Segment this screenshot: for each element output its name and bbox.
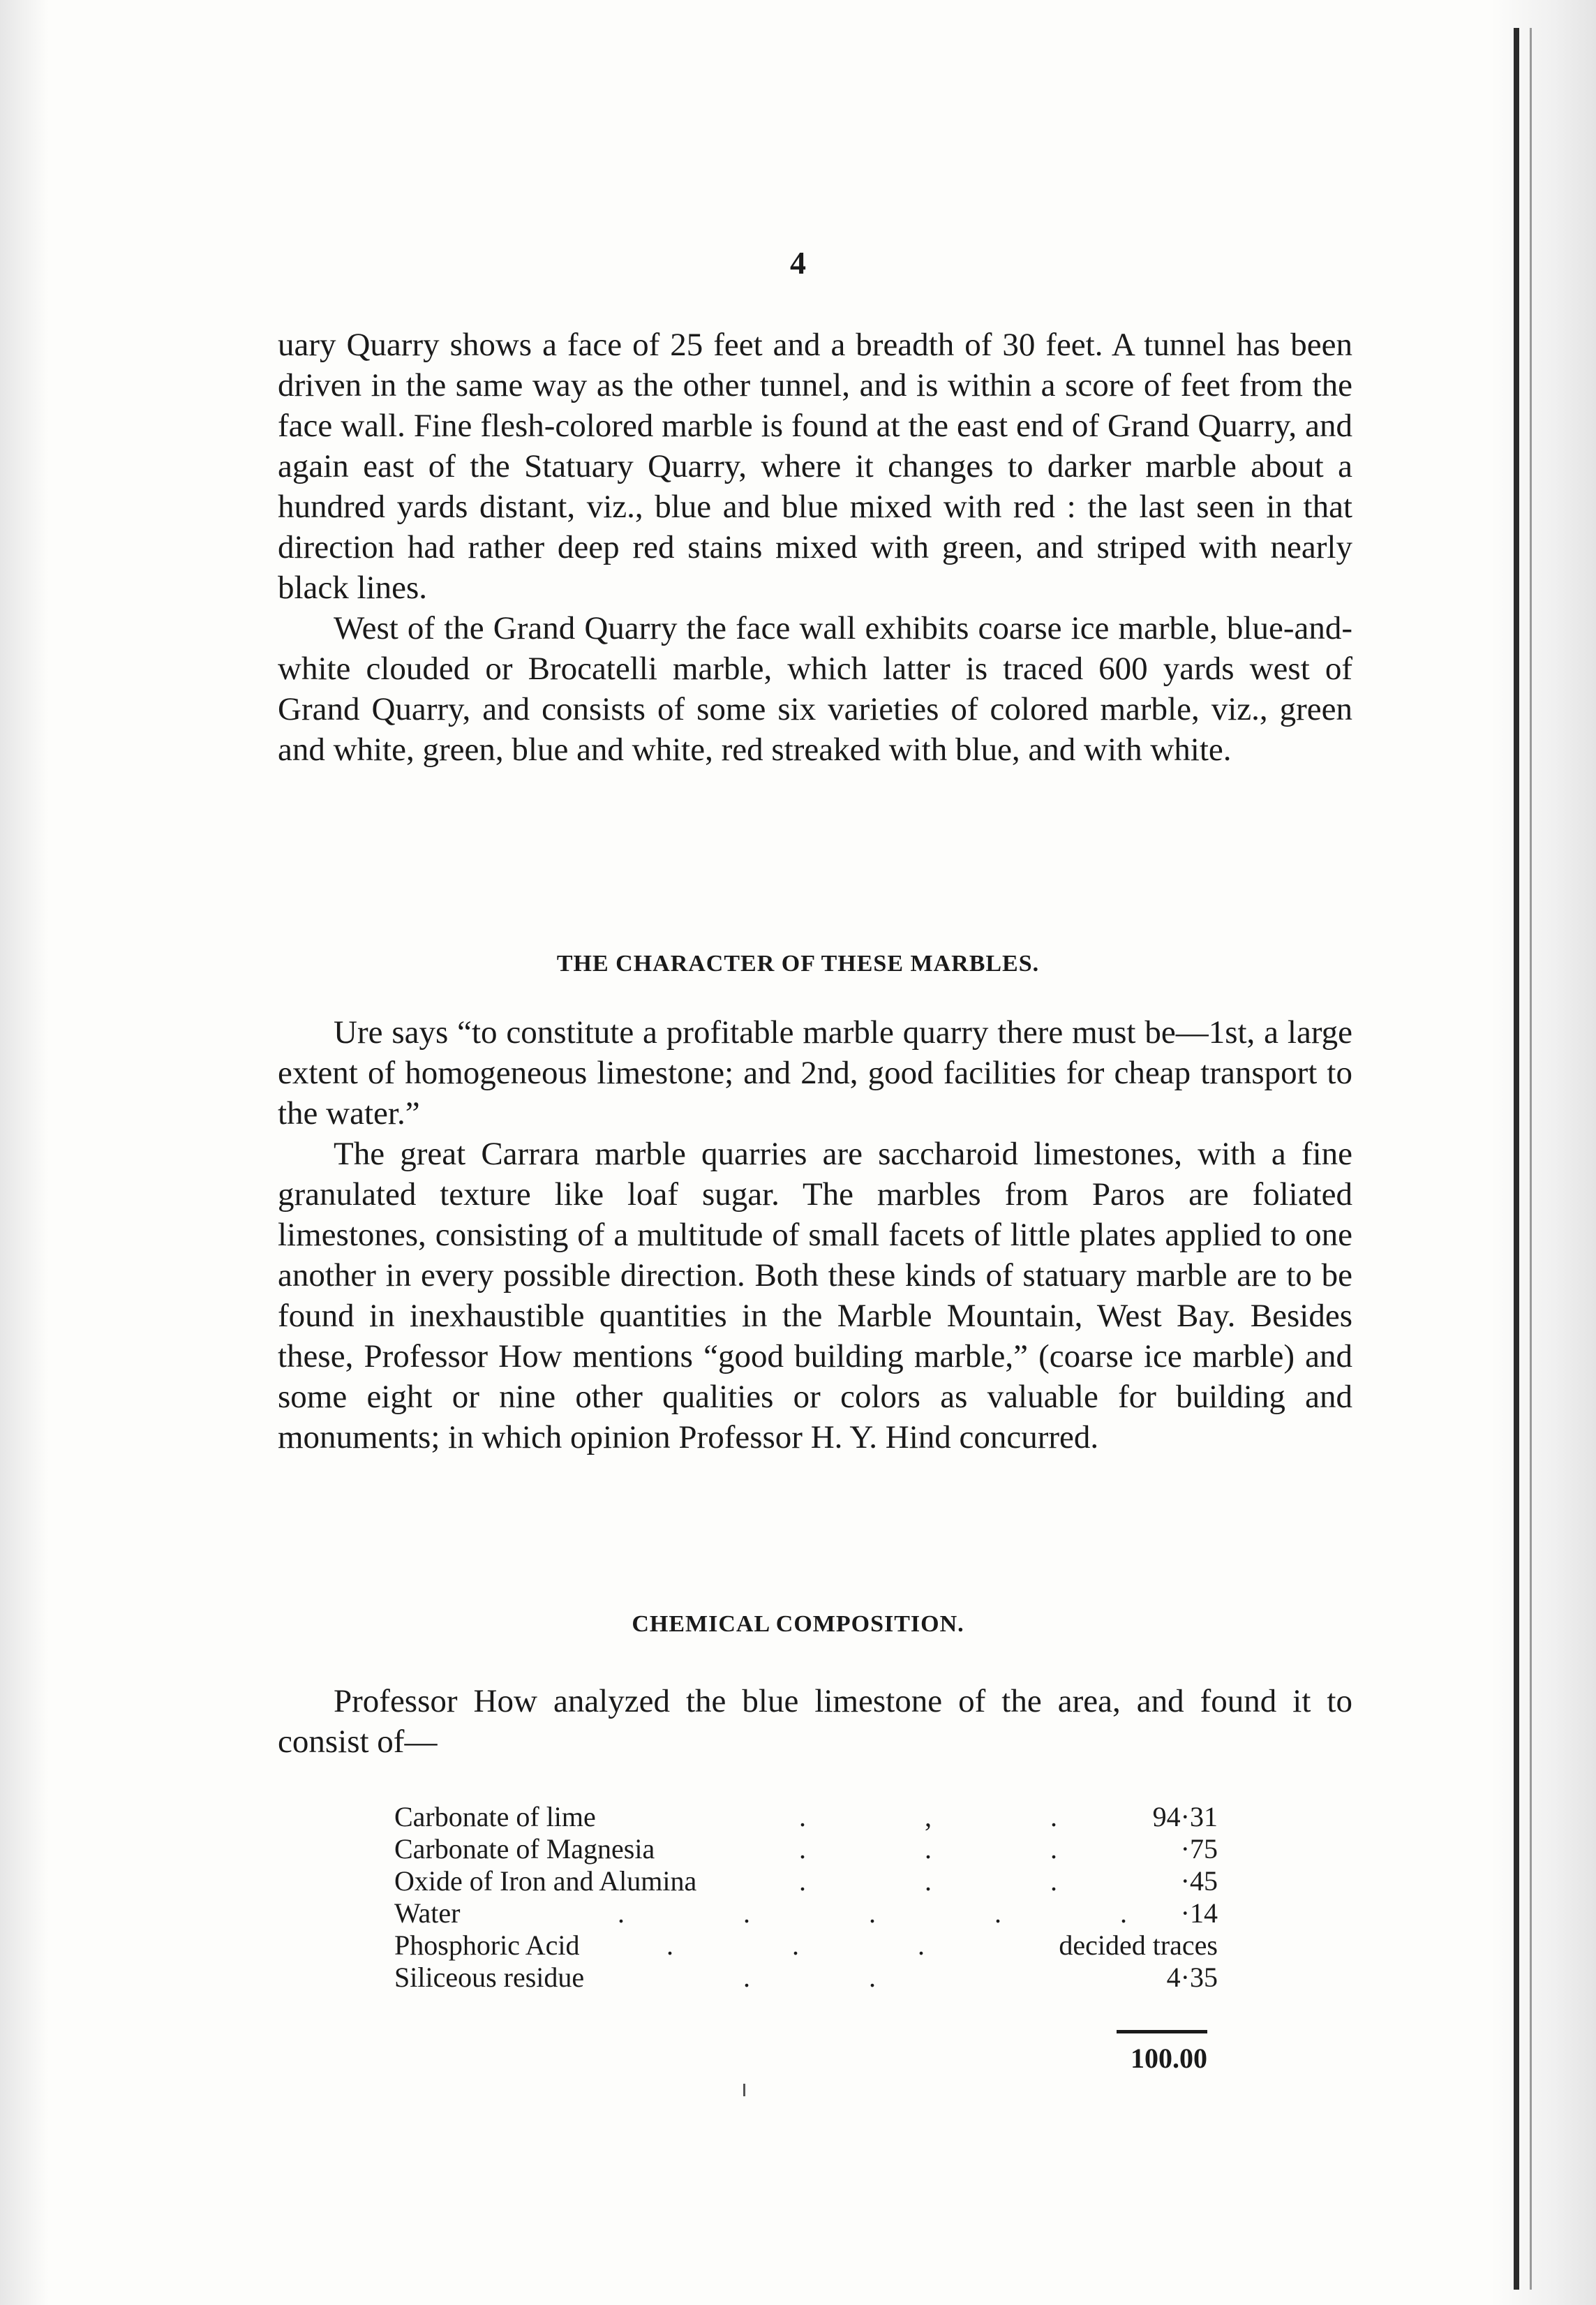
composition-label: Phosphoric Acid [394, 1929, 580, 1961]
composition-value: decided traces [1059, 1929, 1218, 1961]
analysis-text-block [278, 1681, 1352, 1762]
composition-label: Water [394, 1897, 461, 1929]
composition-value: 94·31 [1152, 1801, 1218, 1832]
composition-row [394, 1865, 1218, 1897]
print-mark [743, 2084, 745, 2096]
composition-total: 100.00 [1131, 2043, 1207, 2074]
composition-value: ·75 [1180, 1833, 1218, 1865]
composition-label: Siliceous residue [394, 1962, 585, 1993]
composition-row [394, 1801, 1218, 1833]
leader-dots: . . [743, 1962, 932, 1993]
composition-value: ·14 [1180, 1897, 1218, 1929]
binding-line [1514, 28, 1519, 2290]
leader-dots: . . . . . [618, 1897, 1183, 1929]
leader-dots: . . . [799, 1865, 1113, 1897]
leader-dots: . . . [666, 1929, 980, 1961]
composition-table [394, 1801, 1218, 1994]
heading-chemical-composition: CHEMICAL COMPOSITION. [632, 1611, 964, 1637]
sum-rule [1117, 2030, 1207, 2033]
middle-text-block [278, 1012, 1352, 1458]
composition-label: Carbonate of Magnesia [394, 1833, 655, 1865]
heading-character-of-marbles: THE CHARACTER OF THESE MARBLES. [556, 951, 1040, 977]
composition-label: Carbonate of lime [394, 1801, 596, 1832]
page-left-shadow [0, 0, 49, 2305]
paragraph-professor-how-analysis: Professor How analyzed the blue limestone of the area, and found it to consist of— [278, 1683, 1352, 1760]
paragraph-ure-says: Ure says “to constitute a profitable marble quarry there must be—1st, a large extent of homogeneous limestone; and 2nd, good facilities for cheap transport to the water.” [278, 1014, 1352, 1132]
leader-dots: . . . [799, 1833, 1113, 1865]
composition-row [394, 1833, 1218, 1865]
composition-value: 4·35 [1166, 1962, 1218, 1993]
composition-value: ·45 [1180, 1865, 1218, 1897]
paragraph-quarry-face: uary Quarry shows a face of 25 feet and a breadth of 30 feet. A tunnel has been driven in the same way as the other tunnel, and is within a score of feet from the face wall. Fine flesh-colored marble is found at the east end of Grand Quarry, and again east of the Statuary Quarry, where it changes to darker marble about a hundred yards distant, viz., blue and blue mixed with red : the last seen in that direction had rather deep red stains mixed with green, and striped with nearly black lines. [278, 327, 1352, 606]
composition-row [394, 1897, 1218, 1929]
composition-row [394, 1929, 1218, 1962]
leader-dots: . , . [799, 1801, 1113, 1832]
top-text-block [278, 325, 1352, 770]
composition-label: Oxide of Iron and Alumina [394, 1865, 697, 1897]
page-right-edge [1491, 0, 1596, 2305]
paragraph-carrara-marble: The great Carrara marble quarries are saccharoid limestones, with a fine granulated texture like loaf sugar. The marbles from Paros are foliated limestones, consisting of a multitude of small facets of little plates applied to one another in every possible direction. Both these kinds of statuary marble are to be found in inexhaustible quantities in the Marble Mountain, West Bay. Besides these, Professor How mentions “good building marble,” (coarse ice marble) and some eight or nine other qualities or colors as valuable for building and monuments; in which opinion Professor H. Y. Hind concurred. [278, 1136, 1352, 1455]
page-number: 4 [790, 245, 806, 281]
composition-row [394, 1962, 1218, 1994]
paragraph-west-grand-quarry: West of the Grand Quarry the face wall exhibits coarse ice marble, blue-and-white clouded or Brocatelli marble, which latter is traced 600 yards west of Grand Quarry, and consists of some six varieties of colored marble, viz., green and white, green, blue and white, red streaked with blue, and with white. [278, 610, 1352, 768]
binding-line-secondary [1530, 28, 1532, 2290]
